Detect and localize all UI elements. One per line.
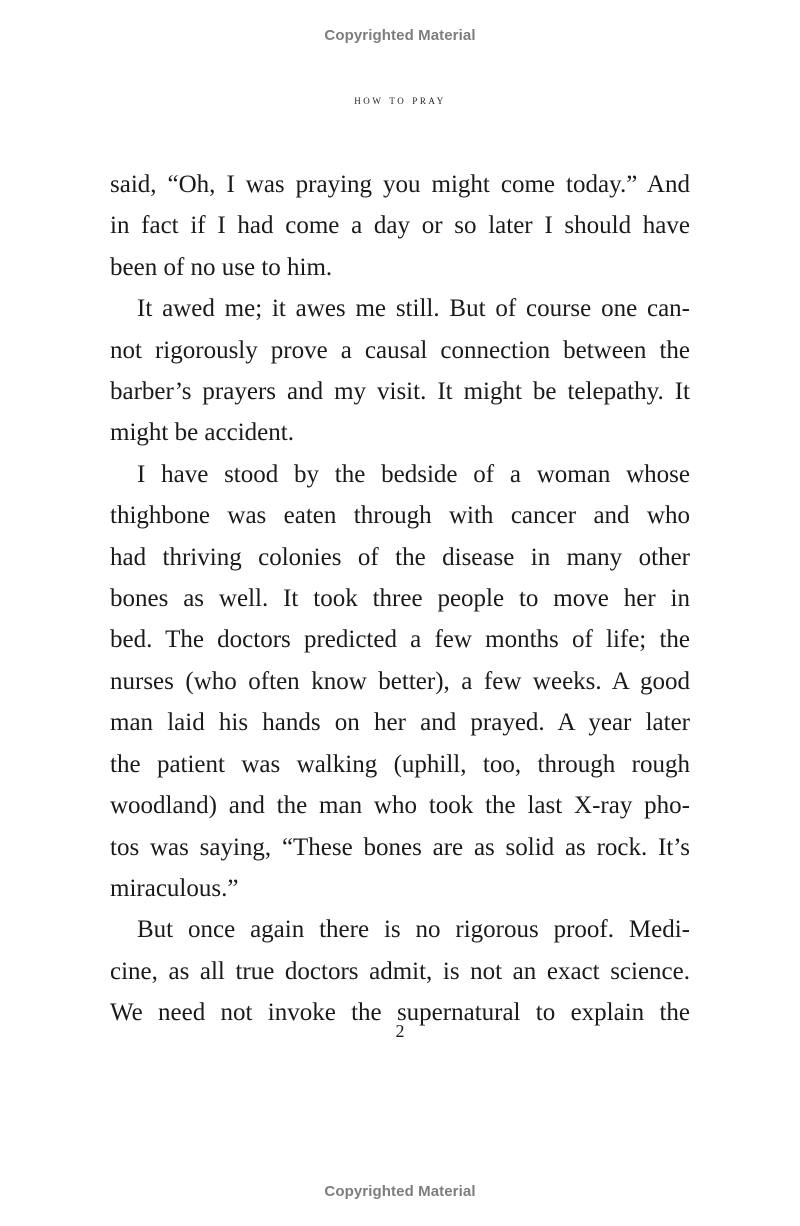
page-number: 2 — [395, 1021, 405, 1041]
text-line: woodland) and the man who took the last X-ray pho- — [110, 792, 690, 820]
copyright-watermark-bottom: Copyrighted Material — [324, 1183, 476, 1200]
text-line: thighbone was eaten through with cancer and who — [110, 502, 690, 530]
text-line: cine, as all true doctors admit, is not an exact science. — [110, 957, 690, 985]
text-line: nurses (who often know better), a few weeks. A good — [110, 667, 690, 695]
text-line: But once again there is no rigorous proof. Medi- — [137, 916, 690, 944]
text-line: We need not invoke the supernatural to explain the — [110, 999, 690, 1027]
text-line: miraculous.” — [110, 874, 239, 902]
text-line: might be accident. — [110, 419, 294, 447]
paragraph — [110, 909, 690, 1033]
text-line: said, “Oh, I was praying you might come today.” And — [110, 171, 690, 198]
text-line: bed. The doctors predicted a few months of life; the — [110, 626, 690, 654]
text-line: not rigorously prove a causal connection between the — [110, 336, 690, 364]
running-head: how to pray — [354, 92, 446, 107]
text-line: bones as well. It took three people to move her in — [110, 585, 690, 613]
paragraph — [110, 164, 690, 288]
copyright-watermark-top: Copyrighted Material — [324, 27, 476, 44]
text-line: barber’s prayers and my visit. It might be telepathy. It — [110, 378, 690, 406]
text-line: It awed me; it awes me still. But of course one can- — [137, 295, 690, 323]
text-line: the patient was walking (uphill, too, through rough — [110, 750, 690, 778]
text-line: tos was saying, “These bones are as solid as rock. It’s — [110, 833, 690, 861]
text-line: I have stood by the bedside of a woman whose — [137, 460, 690, 488]
text-line: been of no use to him. — [110, 253, 333, 281]
text-line: in fact if I had come a day or so later I should have — [110, 212, 690, 240]
body-text — [110, 164, 690, 1034]
text-line: man laid his hands on her and prayed. A year later — [110, 709, 690, 737]
paragraph — [110, 454, 690, 909]
paragraph — [110, 288, 690, 454]
text-line: had thriving colonies of the disease in many other — [110, 543, 690, 571]
